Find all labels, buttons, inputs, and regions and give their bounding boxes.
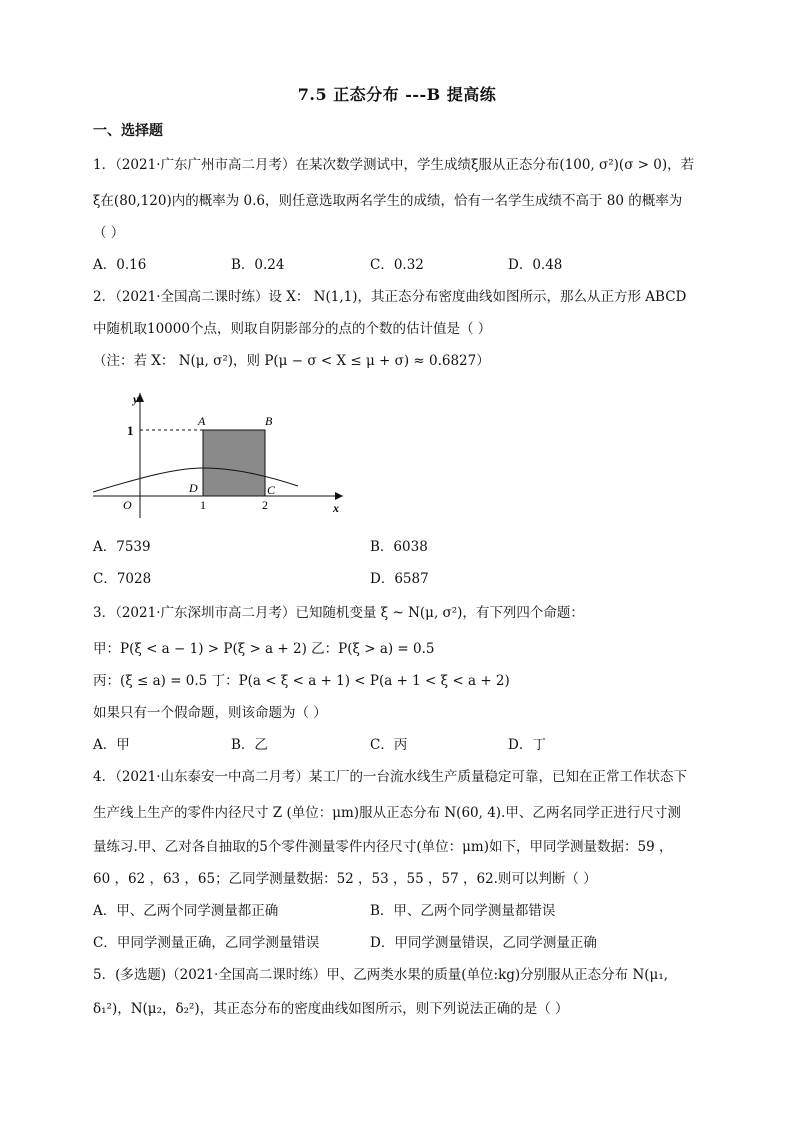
shaded-region xyxy=(203,430,265,496)
q3-option-a: A．甲 xyxy=(93,737,130,753)
q1-option-a: A．0.16 xyxy=(93,257,147,273)
q4-line-3: 量练习.甲、乙对各自抽取的5个零件测量零件内径尺寸(单位：μm)如下，甲同学测量数据：59 ， xyxy=(93,839,673,855)
origin-label: O xyxy=(123,498,132,512)
q1-line-2: ξ在(80,120)内的概率为 0.6，则任意选取两名学生的成绩，恰有一名学生成绩不高于 80 的概率为 xyxy=(93,193,683,209)
q2-option-b: B．6038 xyxy=(370,539,428,555)
q4-option-d: D．甲同学测量错误，乙同学测量正确 xyxy=(370,935,597,951)
y-axis-label: y xyxy=(133,392,139,406)
q3-line-4: 如果只有一个假命题，则该命题为（ ） xyxy=(93,705,327,721)
q4-line-1: 4．（2021·山东泰安一中高二月考）某工厂的一台流水线生产质量稳定可靠，已知在正常工作状态下 xyxy=(93,769,687,785)
x-tick-2: 2 xyxy=(262,498,268,512)
q1-option-d: D．0.48 xyxy=(508,257,563,273)
q3-line-3: 丙：(ξ ≤ a) = 0.5 丁：P(a < ξ < a + 1) < P(a + 1 < ξ < a + 2) xyxy=(93,673,510,689)
q5-line-1: 5．(多选题)（2021·全国高二课时练）甲、乙两类水果的质量(单位:kg)分别服从正态分布 N(μ₁, xyxy=(93,967,669,983)
q1-option-c: C．0.32 xyxy=(370,257,424,273)
y-tick-label: 1 xyxy=(127,423,134,438)
q4-line-2: 生产线上生产的零件内径尺寸 Z (单位：μm)服从正态分布 N(60, 4).甲、乙两名同学正进行尺寸测 xyxy=(93,805,681,821)
x-axis-arrow xyxy=(335,492,343,500)
q5-line-2: δ₁²)，N(μ₂，δ₂²)，其正态分布的密度曲线如图所示，则下列说法正确的是（ ） xyxy=(93,1001,569,1017)
q3-line-1: 3．（2021·广东深圳市高二月考）已知随机变量 ξ ~ N(μ, σ²)，有下列四个命题： xyxy=(93,605,584,621)
q2-option-c: C．7028 xyxy=(93,571,152,587)
section-heading: 一、选择题 xyxy=(93,123,163,139)
q2-option-a: A．7539 xyxy=(93,539,151,555)
q1-line-3: （ ） xyxy=(93,225,125,241)
point-d-label: D xyxy=(189,481,198,495)
q3-option-b: B．乙 xyxy=(231,737,268,753)
q3-option-c: C．丙 xyxy=(370,737,408,753)
normal-curve-figure xyxy=(93,388,353,518)
q2-line-1: 2．（2021·全国高二课时练）设 X： N(1,1)，其正态分布密度曲线如图所示，那么从正方形 ABCD xyxy=(93,289,687,305)
figure-svg xyxy=(93,388,353,518)
q2-line-3: （注：若 X： N(μ, σ²)，则 P(μ − σ < X ≤ μ + σ) ≈ 0.6827） xyxy=(93,353,490,369)
q4-option-a: A．甲、乙两个同学测量都正确 xyxy=(93,903,279,919)
page-title: 7.5 正态分布 ---B 提高练 xyxy=(297,85,497,104)
point-a-label: A xyxy=(198,414,206,428)
point-b-label: B xyxy=(265,414,273,428)
q3-option-d: D．丁 xyxy=(508,737,546,753)
q2-line-2: 中随机取10000个点，则取自阴影部分的点的个数的估计值是（ ） xyxy=(93,321,492,337)
q2-option-d: D．6587 xyxy=(370,571,429,587)
x-tick-1: 1 xyxy=(200,498,206,512)
q1-line-1: 1．（2021·广东广州市高二月考）在某次数学测试中，学生成绩ξ服从正态分布(100, σ²)(σ > 0)，若 xyxy=(93,157,695,173)
q3-line-2: 甲：P(ξ < a − 1) > P(ξ > a + 2) 乙：P(ξ > a) = 0.5 xyxy=(93,641,435,657)
x-axis-label: x xyxy=(333,501,339,515)
q4-option-c: C．甲同学测量正确，乙同学测量错误 xyxy=(93,935,320,951)
q1-option-b: B．0.24 xyxy=(231,257,285,273)
point-c-label: C xyxy=(267,483,276,497)
q4-line-4: 60 ，62 ，63 ，65；乙同学测量数据：52 ，53 ，55 ，57 ，62.则可以判断（ ） xyxy=(93,871,597,887)
q4-option-b: B．甲、乙两个同学测量都错误 xyxy=(370,903,556,919)
